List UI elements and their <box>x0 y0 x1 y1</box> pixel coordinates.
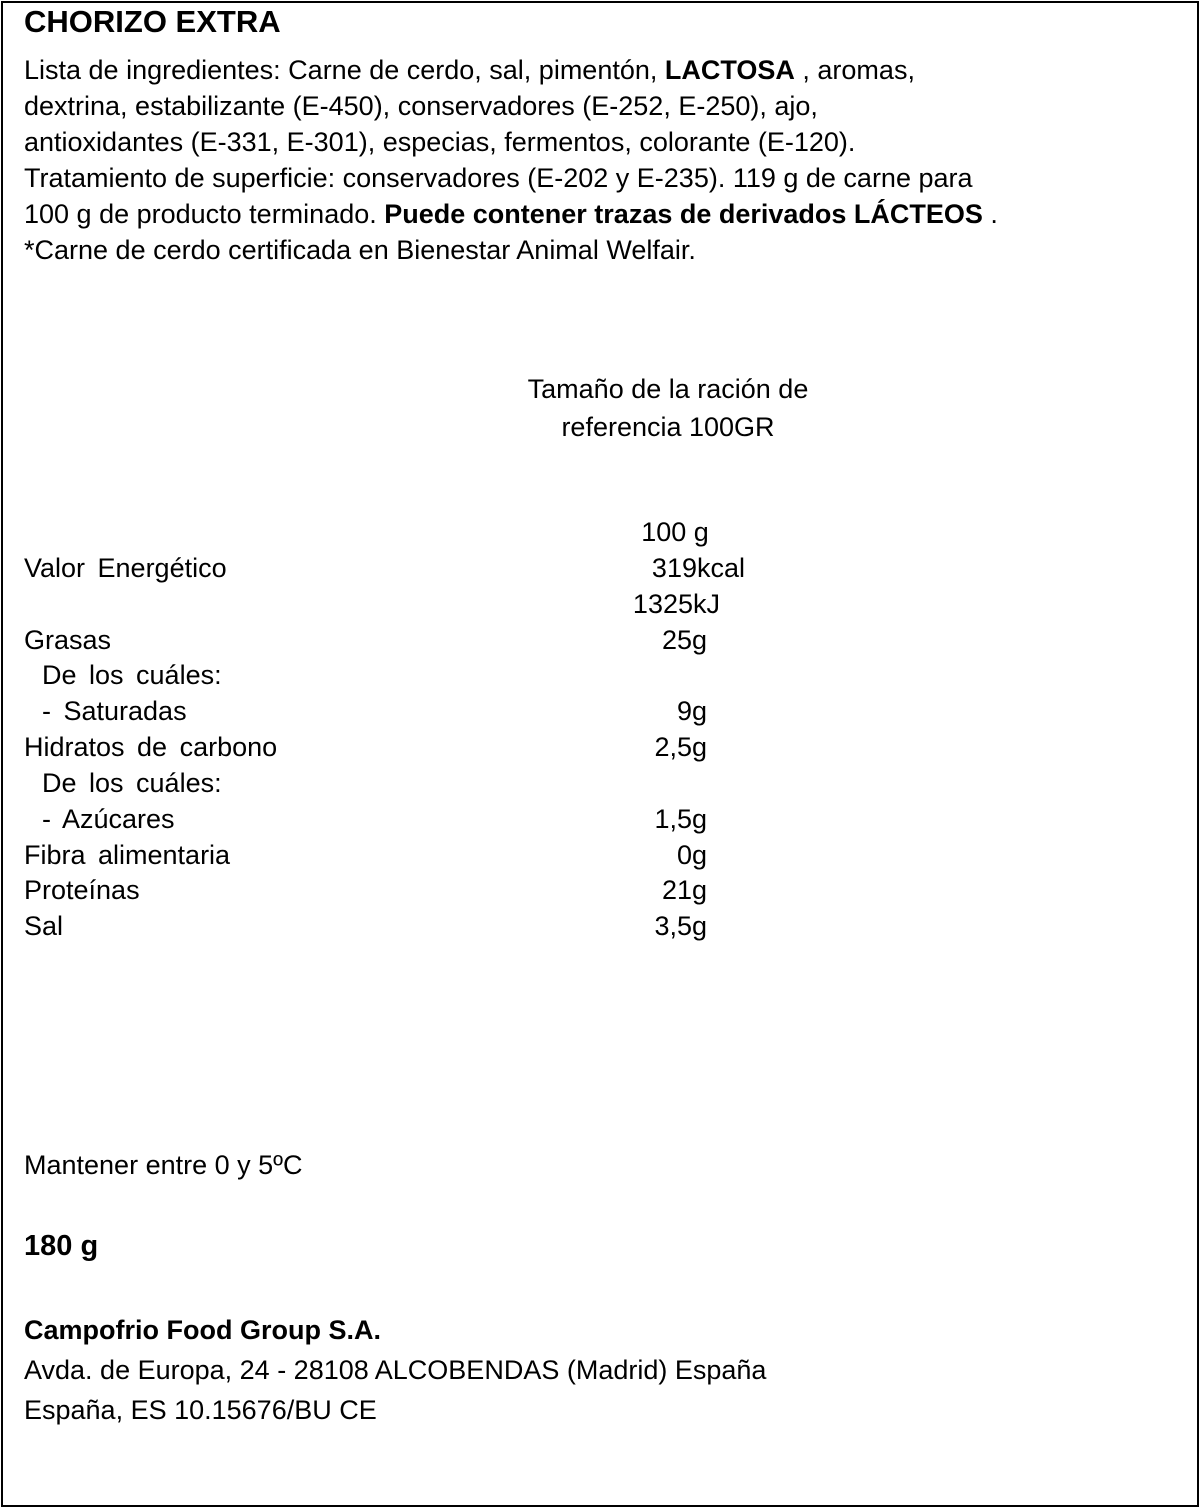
nutrient-value-energy-kj: 1325kJ <box>632 589 720 619</box>
nutrient-label-salt: Sal <box>24 911 64 941</box>
ingredients-text: Lista de ingredientes: Carne de cerdo, sal, pimentón, <box>24 55 665 85</box>
nutrient-value-fat: 25g <box>661 625 707 655</box>
storage-instructions: Mantener entre 0 y 5ºC <box>24 1150 303 1180</box>
ingredients-text: 100 g de producto terminado. <box>24 199 385 229</box>
nutrient-value-sugars: 1,5g <box>654 804 707 834</box>
nutrient-value-salt: 3,5g <box>654 911 707 941</box>
nutrient-label-fat: Grasas <box>24 625 112 655</box>
ingredients-text: . <box>982 199 998 229</box>
nutrient-value-fibre: 0g <box>676 840 707 870</box>
nutrient-label-protein: Proteínas <box>24 875 140 905</box>
nutrient-value-protein: 21g <box>661 875 707 905</box>
ingredients-list <box>24 52 1184 268</box>
serving-size-line-1: Tamaño de la ración de <box>527 374 809 404</box>
nutrient-sublabel-of-which: De los cuáles: <box>42 660 222 690</box>
nutrient-sublabel-of-which: De los cuáles: <box>42 768 222 798</box>
nutrient-label-saturated: - Saturadas <box>42 696 187 726</box>
nutrient-label-sugars: - Azúcares <box>42 804 175 834</box>
nutrient-label-fibre: Fibra alimentaria <box>24 840 231 870</box>
serving-size-line-2: referencia 100GR <box>561 412 775 442</box>
net-weight: 180 g <box>24 1230 99 1262</box>
nutrient-value-carbohydrates: 2,5g <box>654 732 707 762</box>
sanitary-registry: España, ES 10.15676/BU CE <box>24 1395 377 1425</box>
nutrient-value-energy-kcal: 319kcal <box>651 553 745 583</box>
product-title: CHORIZO EXTRA <box>24 4 281 39</box>
nutrient-value-saturated: 9g <box>676 696 707 726</box>
ingredients-line-4: Tratamiento de superficie: conservadores (E-202 y E-235). 119 g de carne para <box>24 163 973 193</box>
nutrition-column-header: 100 g <box>641 517 709 547</box>
welfare-note: *Carne de cerdo certificada en Bienestar Animal Welfair. <box>24 235 696 265</box>
ingredients-line-5 <box>24 196 1184 232</box>
ingredients-line-1 <box>24 52 1184 88</box>
company-name: Campofrio Food Group S.A. <box>24 1315 381 1345</box>
allergen-warning: Puede contener trazas de derivados LÁCTEOS <box>384 199 983 229</box>
nutrient-label-energy: Valor Energético <box>24 553 227 583</box>
nutrient-label-carbohydrates: Hidratos de carbono <box>24 732 278 762</box>
ingredients-line-3: antioxidantes (E-331, E-301), especias, fermentos, colorante (E-120). <box>24 127 856 157</box>
ingredients-line-2: dextrina, estabilizante (E-450), conservadores (E-252, E-250), ajo, <box>24 91 818 121</box>
company-address: Avda. de Europa, 24 - 28108 ALCOBENDAS (Madrid) España <box>24 1355 767 1385</box>
ingredients-text: , aromas, <box>794 55 915 85</box>
allergen-lactosa: LACTOSA <box>664 55 795 85</box>
